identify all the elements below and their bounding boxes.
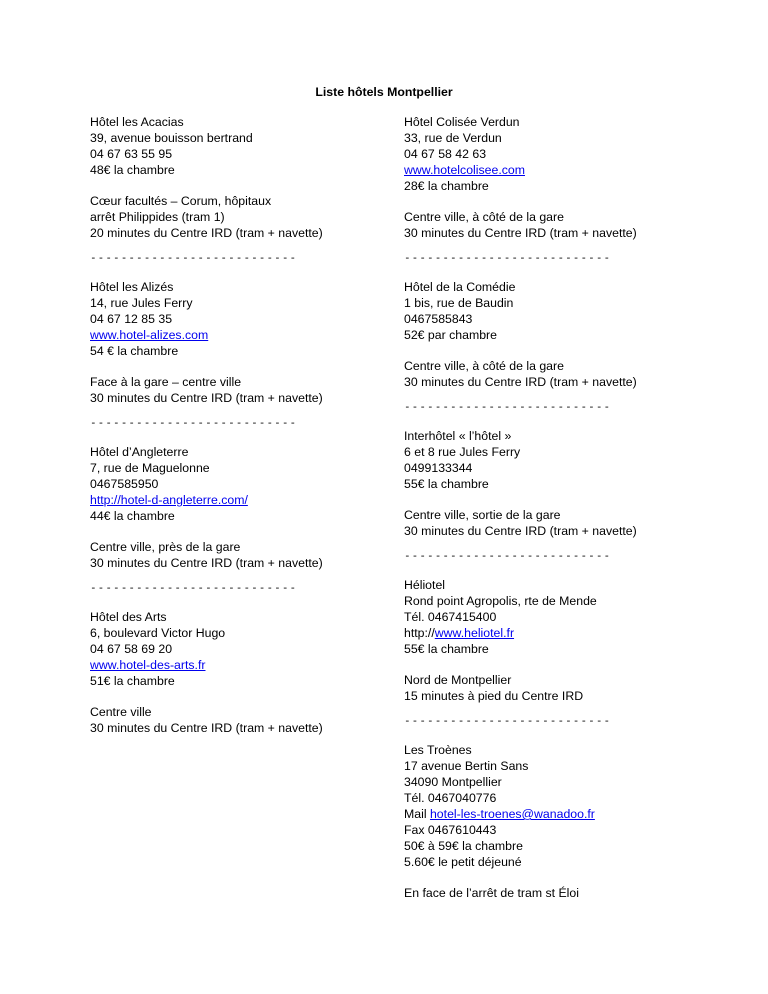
hotel-phone: 0499133344 <box>404 461 473 475</box>
hotel-address: 7, rue de Maguelonne <box>90 461 210 475</box>
separator: --------------------------- <box>404 549 612 562</box>
hotel-phone: 0467585843 <box>404 312 473 326</box>
hotel-phone: 04 67 58 42 63 <box>404 147 487 161</box>
hotel-entry <box>90 114 390 241</box>
link-prefix: Mail <box>404 807 430 821</box>
hotel-name: Héliotel <box>404 578 446 592</box>
hotel-website-link[interactable]: www.hotelcolisee.com <box>404 163 525 177</box>
hotel-price: 50€ à 59€ la chambre <box>404 839 523 853</box>
left-column <box>90 114 390 736</box>
hotel-price: 54 € la chambre <box>90 344 179 358</box>
hotel-website-link[interactable]: www.hotel-alizes.com <box>90 328 209 342</box>
hotel-entry <box>404 279 704 390</box>
hotel-phone: Tél. 0467415400 <box>404 610 497 624</box>
hotel-breakfast-price: 5.60€ le petit déjeuné <box>404 855 522 869</box>
hotel-price: 55€ la chambre <box>404 477 489 491</box>
hotel-name: Hôtel les Alizés <box>90 280 174 294</box>
hotel-phone: 04 67 63 55 95 <box>90 147 173 161</box>
hotel-address: 6, boulevard Victor Hugo <box>90 626 226 640</box>
hotel-location: Nord de Montpellier <box>404 673 512 687</box>
hotel-location: Centre ville <box>90 705 152 719</box>
hotel-name: Hôtel d’Angleterre <box>90 445 189 459</box>
hotel-distance: 15 minutes à pied du Centre IRD <box>404 689 584 703</box>
hotel-phone: 04 67 58 69 20 <box>90 642 173 656</box>
hotel-price: 55€ la chambre <box>404 642 489 656</box>
hotel-entry <box>90 444 390 571</box>
separator: --------------------------- <box>90 416 298 429</box>
hotel-location: Centre ville, à côté de la gare <box>404 359 564 373</box>
hotel-location: En face de l’arrêt de tram st Éloi <box>404 886 579 900</box>
hotel-price: 28€ la chambre <box>404 179 489 193</box>
hotel-address: Rond point Agropolis, rte de Mende <box>404 594 597 608</box>
hotel-phone: 0467585950 <box>90 477 159 491</box>
link-prefix: http:// <box>404 626 435 640</box>
hotel-city: 34090 Montpellier <box>404 775 502 789</box>
hotel-email-link[interactable]: hotel-les-troenes@wanadoo.fr <box>429 807 595 821</box>
hotel-price: 52€ par chambre <box>404 328 497 342</box>
hotel-distance: 20 minutes du Centre IRD (tram + navette) <box>90 226 323 240</box>
hotel-name: Les Troènes <box>404 743 472 757</box>
hotel-address: 17 avenue Bertin Sans <box>404 759 529 773</box>
hotel-name: Hôtel de la Comédie <box>404 280 516 294</box>
hotel-price: 44€ la chambre <box>90 509 175 523</box>
hotel-distance: 30 minutes du Centre IRD (tram + navette) <box>404 226 637 240</box>
hotel-price: 51€ la chambre <box>90 674 175 688</box>
hotel-website-link[interactable]: www.hotel-des-arts.fr <box>90 658 206 672</box>
hotel-price: 48€ la chambre <box>90 163 175 177</box>
hotel-name: Interhôtel « l’hôtel » <box>404 429 512 443</box>
hotel-address: 1 bis, rue de Baudin <box>404 296 514 310</box>
hotel-distance: 30 minutes du Centre IRD (tram + navette) <box>90 391 323 405</box>
hotel-location: Centre ville, sortie de la gare <box>404 508 561 522</box>
hotel-phone: 04 67 12 85 35 <box>90 312 173 326</box>
hotel-website-link[interactable]: http://hotel-d-angleterre.com/ <box>90 493 248 507</box>
hotel-entry <box>404 428 704 539</box>
hotel-entry <box>404 577 704 704</box>
hotel-entry <box>90 279 390 406</box>
hotel-location: arrêt Philippides (tram 1) <box>90 210 225 224</box>
separator: --------------------------- <box>90 251 298 264</box>
hotel-phone: Tél. 0467040776 <box>404 791 497 805</box>
hotel-name: Hôtel les Acacias <box>90 115 184 129</box>
hotel-name: Hôtel des Arts <box>90 610 167 624</box>
hotel-address: 39, avenue bouisson bertrand <box>90 131 253 145</box>
hotel-entry <box>404 742 704 901</box>
right-column <box>404 114 704 901</box>
hotel-entry <box>90 609 390 736</box>
hotel-location: Face à la gare – centre ville <box>90 375 242 389</box>
hotel-distance: 30 minutes du Centre IRD (tram + navette) <box>404 524 637 538</box>
hotel-address: 33, rue de Verdun <box>404 131 502 145</box>
hotel-address: 6 et 8 rue Jules Ferry <box>404 445 521 459</box>
hotel-entry <box>404 114 704 241</box>
hotel-website-link[interactable]: www.heliotel.fr <box>434 626 515 640</box>
hotel-location: Cœur facultés – Corum, hôpitaux <box>90 194 272 208</box>
separator: --------------------------- <box>90 581 298 594</box>
hotel-location: Centre ville, à côté de la gare <box>404 210 564 224</box>
separator: --------------------------- <box>404 714 612 727</box>
page-title: Liste hôtels Montpellier <box>315 85 453 99</box>
hotel-distance: 30 minutes du Centre IRD (tram + navette) <box>90 556 323 570</box>
separator: --------------------------- <box>404 251 612 264</box>
hotel-distance: 30 minutes du Centre IRD (tram + navette) <box>404 375 637 389</box>
hotel-distance: 30 minutes du Centre IRD (tram + navette) <box>90 721 323 735</box>
hotel-name: Hôtel Colisée Verdun <box>404 115 520 129</box>
hotel-location: Centre ville, près de la gare <box>90 540 241 554</box>
hotel-address: 14, rue Jules Ferry <box>90 296 193 310</box>
separator: --------------------------- <box>404 400 612 413</box>
hotel-fax: Fax 0467610443 <box>404 823 497 837</box>
